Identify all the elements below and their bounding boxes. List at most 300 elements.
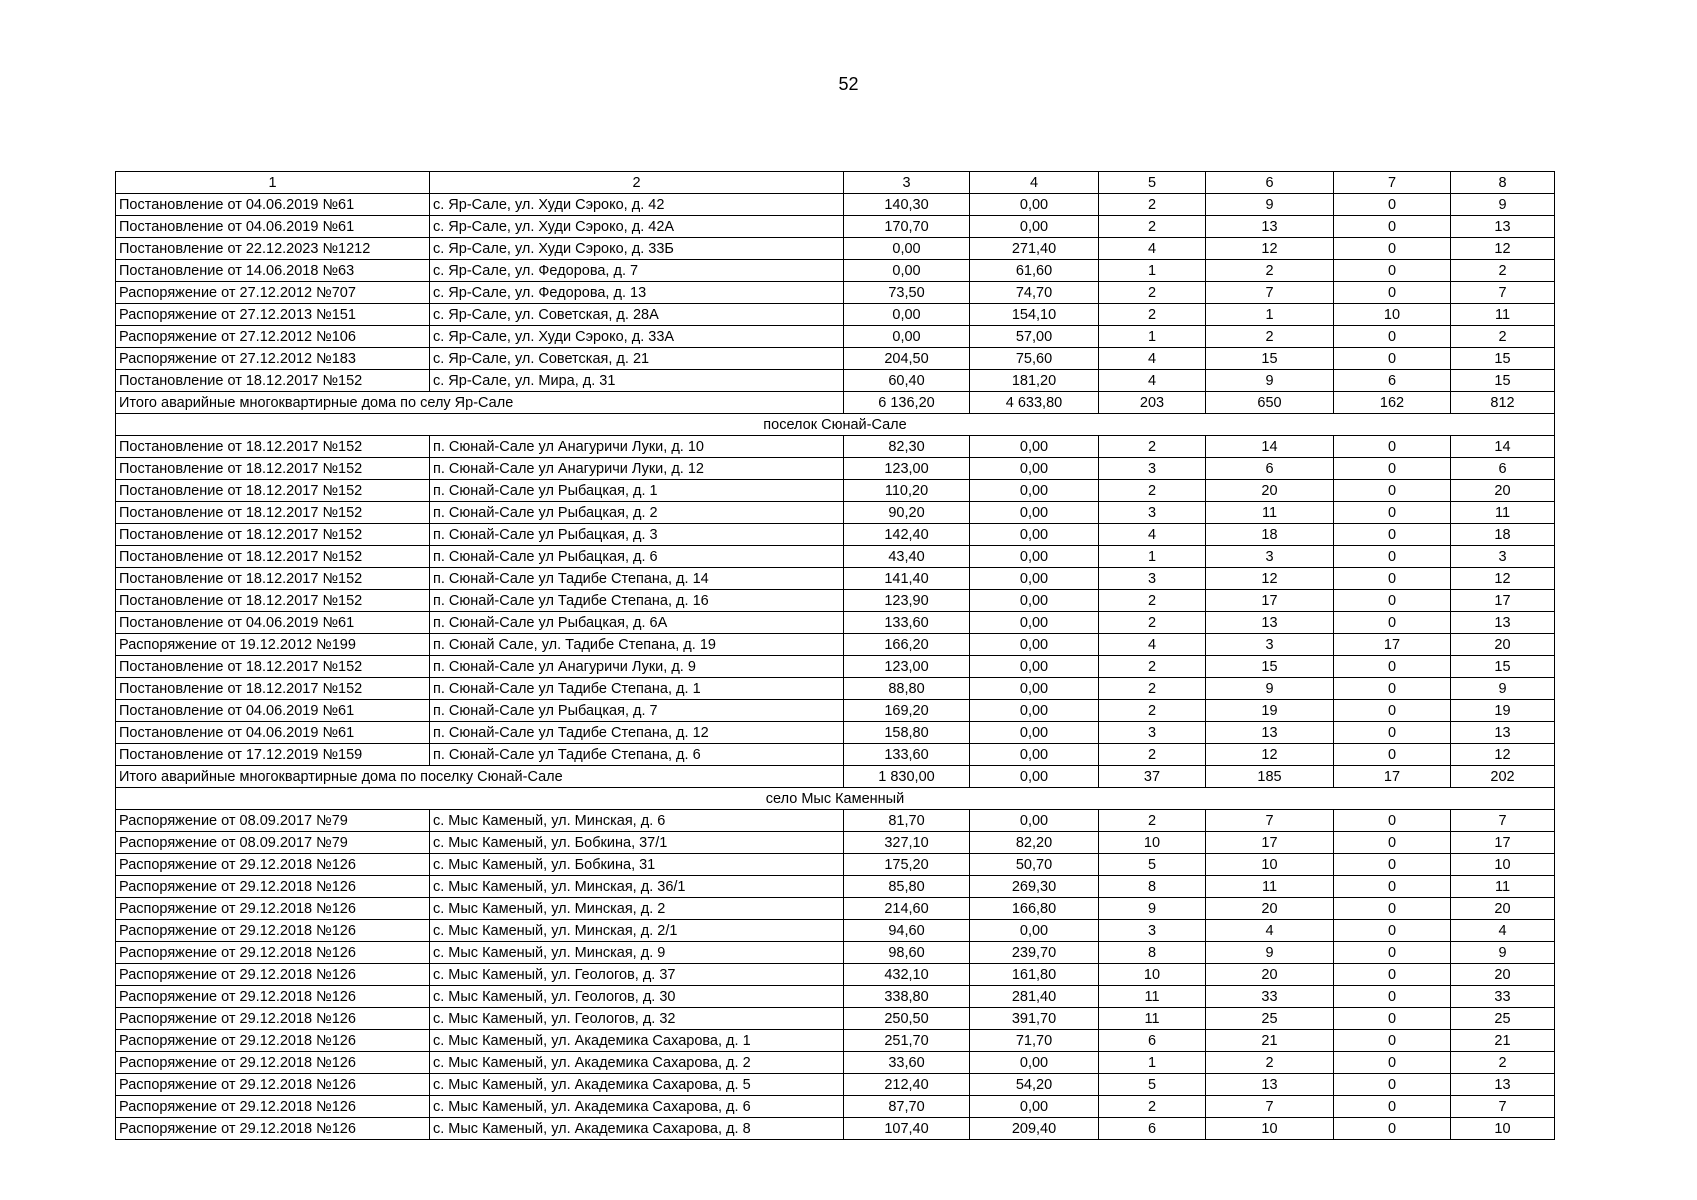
count-2-cell: 15 xyxy=(1206,348,1334,370)
area-2-cell: 0,00 xyxy=(970,590,1099,612)
table-row xyxy=(116,568,1555,590)
table-row xyxy=(116,700,1555,722)
address-cell: п. Сюнай-Сале ул Тадибе Степана, д. 6 xyxy=(430,744,844,766)
table-row xyxy=(116,964,1555,986)
table-row xyxy=(116,854,1555,876)
count-2-cell: 3 xyxy=(1206,546,1334,568)
count-4-cell: 15 xyxy=(1451,348,1555,370)
address-cell: с. Яр-Сале, ул. Худи Сэроко, д. 42А xyxy=(430,216,844,238)
count-4-cell: 10 xyxy=(1451,854,1555,876)
document-cell: Постановление от 18.12.2017 №152 xyxy=(116,678,430,700)
area-2-cell: 0,00 xyxy=(970,436,1099,458)
count-2-cell: 11 xyxy=(1206,502,1334,524)
total-row xyxy=(116,392,1555,414)
area-1-cell: 250,50 xyxy=(844,1008,970,1030)
count-1-cell: 2 xyxy=(1099,480,1206,502)
count-3-cell: 0 xyxy=(1334,260,1451,282)
count-1-cell: 11 xyxy=(1099,1008,1206,1030)
total-row xyxy=(116,766,1555,788)
count-2-cell: 13 xyxy=(1206,216,1334,238)
area-1-cell: 140,30 xyxy=(844,194,970,216)
count-2-cell: 13 xyxy=(1206,722,1334,744)
address-cell: с. Яр-Сале, ул. Советская, д. 21 xyxy=(430,348,844,370)
count-1-cell: 5 xyxy=(1099,854,1206,876)
column-number: 1 xyxy=(116,172,430,194)
address-cell: с. Мыс Каменый, ул. Минская, д. 6 xyxy=(430,810,844,832)
count-3-cell: 0 xyxy=(1334,1008,1451,1030)
count-2-cell: 10 xyxy=(1206,854,1334,876)
count-1-cell: 6 xyxy=(1099,1118,1206,1140)
count-4-cell: 2 xyxy=(1451,1052,1555,1074)
area-2-cell: 0,00 xyxy=(970,194,1099,216)
document-cell: Постановление от 18.12.2017 №152 xyxy=(116,370,430,392)
count-3-cell: 0 xyxy=(1334,480,1451,502)
count-3-cell: 0 xyxy=(1334,744,1451,766)
count-3-cell: 0 xyxy=(1334,568,1451,590)
count-2-cell: 7 xyxy=(1206,810,1334,832)
count-4-cell: 4 xyxy=(1451,920,1555,942)
count-3-cell: 0 xyxy=(1334,810,1451,832)
count-4-cell: 12 xyxy=(1451,238,1555,260)
total-value: 37 xyxy=(1099,766,1206,788)
count-4-cell: 18 xyxy=(1451,524,1555,546)
document-cell: Постановление от 04.06.2019 №61 xyxy=(116,722,430,744)
count-4-cell: 20 xyxy=(1451,634,1555,656)
total-value: 185 xyxy=(1206,766,1334,788)
count-2-cell: 2 xyxy=(1206,326,1334,348)
count-2-cell: 20 xyxy=(1206,898,1334,920)
table-row xyxy=(116,1008,1555,1030)
housing-table xyxy=(115,171,1555,1140)
document-cell: Распоряжение от 27.12.2012 №707 xyxy=(116,282,430,304)
count-3-cell: 0 xyxy=(1334,194,1451,216)
count-1-cell: 1 xyxy=(1099,260,1206,282)
count-3-cell: 0 xyxy=(1334,436,1451,458)
count-1-cell: 1 xyxy=(1099,326,1206,348)
count-1-cell: 2 xyxy=(1099,194,1206,216)
count-1-cell: 2 xyxy=(1099,656,1206,678)
area-1-cell: 327,10 xyxy=(844,832,970,854)
total-value: 650 xyxy=(1206,392,1334,414)
count-2-cell: 12 xyxy=(1206,238,1334,260)
document-cell: Распоряжение от 08.09.2017 №79 xyxy=(116,810,430,832)
area-2-cell: 0,00 xyxy=(970,678,1099,700)
count-1-cell: 2 xyxy=(1099,810,1206,832)
count-2-cell: 20 xyxy=(1206,964,1334,986)
count-3-cell: 0 xyxy=(1334,678,1451,700)
count-1-cell: 2 xyxy=(1099,1096,1206,1118)
table-row xyxy=(116,348,1555,370)
address-cell: с. Яр-Сале, ул. Худи Сэроко, д. 33Б xyxy=(430,238,844,260)
document-cell: Распоряжение от 29.12.2018 №126 xyxy=(116,898,430,920)
count-4-cell: 25 xyxy=(1451,1008,1555,1030)
table-row xyxy=(116,524,1555,546)
area-2-cell: 166,80 xyxy=(970,898,1099,920)
count-4-cell: 12 xyxy=(1451,744,1555,766)
area-1-cell: 123,00 xyxy=(844,458,970,480)
count-2-cell: 13 xyxy=(1206,612,1334,634)
count-4-cell: 9 xyxy=(1451,194,1555,216)
count-4-cell: 3 xyxy=(1451,546,1555,568)
area-1-cell: 88,80 xyxy=(844,678,970,700)
table-row xyxy=(116,304,1555,326)
table-row xyxy=(116,1052,1555,1074)
count-4-cell: 20 xyxy=(1451,480,1555,502)
area-2-cell: 0,00 xyxy=(970,612,1099,634)
document-cell: Распоряжение от 27.12.2012 №106 xyxy=(116,326,430,348)
area-1-cell: 175,20 xyxy=(844,854,970,876)
count-2-cell: 25 xyxy=(1206,1008,1334,1030)
count-3-cell: 0 xyxy=(1334,832,1451,854)
area-1-cell: 212,40 xyxy=(844,1074,970,1096)
table-row xyxy=(116,832,1555,854)
document-cell: Постановление от 04.06.2019 №61 xyxy=(116,700,430,722)
area-2-cell: 0,00 xyxy=(970,458,1099,480)
count-3-cell: 0 xyxy=(1334,942,1451,964)
document-cell: Распоряжение от 29.12.2018 №126 xyxy=(116,920,430,942)
count-3-cell: 0 xyxy=(1334,1030,1451,1052)
total-value: 202 xyxy=(1451,766,1555,788)
count-3-cell: 6 xyxy=(1334,370,1451,392)
table-row xyxy=(116,326,1555,348)
address-cell: с. Яр-Сале, ул. Советская, д. 28А xyxy=(430,304,844,326)
address-cell: с. Мыс Каменый, ул. Минская, д. 36/1 xyxy=(430,876,844,898)
column-number: 6 xyxy=(1206,172,1334,194)
count-1-cell: 11 xyxy=(1099,986,1206,1008)
total-value: 0,00 xyxy=(970,766,1099,788)
table-row xyxy=(116,1074,1555,1096)
count-3-cell: 0 xyxy=(1334,458,1451,480)
count-1-cell: 4 xyxy=(1099,524,1206,546)
total-value: 1 830,00 xyxy=(844,766,970,788)
table-row xyxy=(116,370,1555,392)
area-2-cell: 0,00 xyxy=(970,502,1099,524)
table-row xyxy=(116,590,1555,612)
address-cell: п. Сюнай-Сале ул Рыбацкая, д. 6А xyxy=(430,612,844,634)
table-row xyxy=(116,260,1555,282)
count-3-cell: 0 xyxy=(1334,1118,1451,1140)
count-3-cell: 0 xyxy=(1334,1096,1451,1118)
count-3-cell: 0 xyxy=(1334,612,1451,634)
table-row xyxy=(116,634,1555,656)
address-cell: п. Сюнай-Сале ул Рыбацкая, д. 6 xyxy=(430,546,844,568)
address-cell: с. Мыс Каменый, ул. Геологов, д. 30 xyxy=(430,986,844,1008)
count-2-cell: 4 xyxy=(1206,920,1334,942)
count-2-cell: 9 xyxy=(1206,370,1334,392)
area-1-cell: 169,20 xyxy=(844,700,970,722)
count-1-cell: 3 xyxy=(1099,568,1206,590)
count-1-cell: 3 xyxy=(1099,920,1206,942)
count-4-cell: 7 xyxy=(1451,282,1555,304)
area-2-cell: 154,10 xyxy=(970,304,1099,326)
address-cell: с. Мыс Каменый, ул. Геологов, д. 32 xyxy=(430,1008,844,1030)
count-2-cell: 17 xyxy=(1206,590,1334,612)
document-cell: Постановление от 04.06.2019 №61 xyxy=(116,216,430,238)
count-1-cell: 8 xyxy=(1099,876,1206,898)
address-cell: с. Мыс Каменый, ул. Бобкина, 31 xyxy=(430,854,844,876)
table-row xyxy=(116,876,1555,898)
area-1-cell: 432,10 xyxy=(844,964,970,986)
area-1-cell: 214,60 xyxy=(844,898,970,920)
count-4-cell: 13 xyxy=(1451,216,1555,238)
table-row xyxy=(116,1118,1555,1140)
table-body xyxy=(116,172,1555,1140)
total-value: 162 xyxy=(1334,392,1451,414)
area-2-cell: 269,30 xyxy=(970,876,1099,898)
count-3-cell: 0 xyxy=(1334,1074,1451,1096)
count-2-cell: 6 xyxy=(1206,458,1334,480)
area-2-cell: 271,40 xyxy=(970,238,1099,260)
area-1-cell: 0,00 xyxy=(844,260,970,282)
document-cell: Постановление от 18.12.2017 №152 xyxy=(116,656,430,678)
count-1-cell: 3 xyxy=(1099,722,1206,744)
count-2-cell: 33 xyxy=(1206,986,1334,1008)
area-1-cell: 158,80 xyxy=(844,722,970,744)
table-row xyxy=(116,612,1555,634)
address-cell: п. Сюнай-Сале ул Анагуричи Луки, д. 12 xyxy=(430,458,844,480)
area-2-cell: 0,00 xyxy=(970,656,1099,678)
table-row xyxy=(116,744,1555,766)
address-cell: п. Сюнай-Сале ул Анагуричи Луки, д. 10 xyxy=(430,436,844,458)
count-2-cell: 15 xyxy=(1206,656,1334,678)
area-2-cell: 0,00 xyxy=(970,744,1099,766)
table-row xyxy=(116,810,1555,832)
total-label: Итого аварийные многоквартирные дома по селу Яр-Сале xyxy=(116,392,844,414)
document-cell: Постановление от 17.12.2019 №159 xyxy=(116,744,430,766)
area-1-cell: 87,70 xyxy=(844,1096,970,1118)
area-1-cell: 43,40 xyxy=(844,546,970,568)
count-1-cell: 9 xyxy=(1099,898,1206,920)
address-cell: с. Мыс Каменый, ул. Академика Сахарова, д. 6 xyxy=(430,1096,844,1118)
total-value: 812 xyxy=(1451,392,1555,414)
count-4-cell: 7 xyxy=(1451,1096,1555,1118)
area-2-cell: 0,00 xyxy=(970,722,1099,744)
area-2-cell: 75,60 xyxy=(970,348,1099,370)
count-4-cell: 11 xyxy=(1451,876,1555,898)
table-row xyxy=(116,942,1555,964)
count-4-cell: 11 xyxy=(1451,502,1555,524)
count-1-cell: 8 xyxy=(1099,942,1206,964)
count-1-cell: 2 xyxy=(1099,700,1206,722)
area-2-cell: 0,00 xyxy=(970,810,1099,832)
column-number: 8 xyxy=(1451,172,1555,194)
address-cell: п. Сюнай-Сале ул Рыбацкая, д. 7 xyxy=(430,700,844,722)
area-2-cell: 239,70 xyxy=(970,942,1099,964)
count-4-cell: 9 xyxy=(1451,942,1555,964)
address-cell: с. Мыс Каменый, ул. Минская, д. 9 xyxy=(430,942,844,964)
total-value: 4 633,80 xyxy=(970,392,1099,414)
count-1-cell: 10 xyxy=(1099,964,1206,986)
address-cell: п. Сюнай-Сале ул Рыбацкая, д. 2 xyxy=(430,502,844,524)
count-3-cell: 0 xyxy=(1334,216,1451,238)
document-cell: Постановление от 22.12.2023 №1212 xyxy=(116,238,430,260)
count-3-cell: 0 xyxy=(1334,986,1451,1008)
count-1-cell: 2 xyxy=(1099,590,1206,612)
count-4-cell: 17 xyxy=(1451,832,1555,854)
address-cell: п. Сюнай-Сале ул Тадибе Степана, д. 12 xyxy=(430,722,844,744)
address-cell: с. Мыс Каменый, ул. Академика Сахарова, д. 5 xyxy=(430,1074,844,1096)
area-2-cell: 54,20 xyxy=(970,1074,1099,1096)
section-heading: село Мыс Каменный xyxy=(116,788,1555,810)
address-cell: с. Мыс Каменый, ул. Минская, д. 2 xyxy=(430,898,844,920)
section-heading-row xyxy=(116,788,1555,810)
address-cell: п. Сюнай-Сале ул Тадибе Степана, д. 14 xyxy=(430,568,844,590)
area-1-cell: 110,20 xyxy=(844,480,970,502)
count-3-cell: 0 xyxy=(1334,348,1451,370)
area-1-cell: 0,00 xyxy=(844,326,970,348)
area-2-cell: 0,00 xyxy=(970,480,1099,502)
count-1-cell: 10 xyxy=(1099,832,1206,854)
column-number: 5 xyxy=(1099,172,1206,194)
page-number: 52 xyxy=(838,74,859,94)
section-heading: поселок Сюнай-Сале xyxy=(116,414,1555,436)
count-3-cell: 0 xyxy=(1334,1052,1451,1074)
address-cell: с. Мыс Каменый, ул. Минская, д. 2/1 xyxy=(430,920,844,942)
count-3-cell: 0 xyxy=(1334,238,1451,260)
table-row xyxy=(116,216,1555,238)
area-1-cell: 60,40 xyxy=(844,370,970,392)
count-4-cell: 33 xyxy=(1451,986,1555,1008)
area-1-cell: 133,60 xyxy=(844,744,970,766)
count-1-cell: 6 xyxy=(1099,1030,1206,1052)
area-2-cell: 281,40 xyxy=(970,986,1099,1008)
address-cell: п. Сюнай-Сале ул Анагуричи Луки, д. 9 xyxy=(430,656,844,678)
area-1-cell: 123,00 xyxy=(844,656,970,678)
area-1-cell: 338,80 xyxy=(844,986,970,1008)
count-4-cell: 10 xyxy=(1451,1118,1555,1140)
count-1-cell: 4 xyxy=(1099,634,1206,656)
document-cell: Распоряжение от 29.12.2018 №126 xyxy=(116,1008,430,1030)
total-value: 6 136,20 xyxy=(844,392,970,414)
count-4-cell: 13 xyxy=(1451,612,1555,634)
address-cell: с. Мыс Каменый, ул. Академика Сахарова, д. 8 xyxy=(430,1118,844,1140)
count-4-cell: 13 xyxy=(1451,722,1555,744)
column-number-row xyxy=(116,172,1555,194)
document-cell: Распоряжение от 19.12.2012 №199 xyxy=(116,634,430,656)
area-2-cell: 57,00 xyxy=(970,326,1099,348)
count-4-cell: 15 xyxy=(1451,656,1555,678)
address-cell: п. Сюнай-Сале ул Тадибе Степана, д. 16 xyxy=(430,590,844,612)
address-cell: с. Мыс Каменый, ул. Геологов, д. 37 xyxy=(430,964,844,986)
count-1-cell: 5 xyxy=(1099,1074,1206,1096)
count-1-cell: 4 xyxy=(1099,348,1206,370)
count-3-cell: 0 xyxy=(1334,722,1451,744)
area-2-cell: 0,00 xyxy=(970,700,1099,722)
document-cell: Постановление от 18.12.2017 №152 xyxy=(116,568,430,590)
document-cell: Распоряжение от 29.12.2018 №126 xyxy=(116,1074,430,1096)
count-3-cell: 0 xyxy=(1334,898,1451,920)
address-cell: п. Сюнай Сале, ул. Тадибе Степана, д. 19 xyxy=(430,634,844,656)
document-cell: Распоряжение от 29.12.2018 №126 xyxy=(116,1030,430,1052)
count-4-cell: 14 xyxy=(1451,436,1555,458)
count-2-cell: 14 xyxy=(1206,436,1334,458)
address-cell: с. Яр-Сале, ул. Худи Сэроко, д. 42 xyxy=(430,194,844,216)
document-cell: Постановление от 18.12.2017 №152 xyxy=(116,502,430,524)
area-1-cell: 251,70 xyxy=(844,1030,970,1052)
count-2-cell: 7 xyxy=(1206,1096,1334,1118)
area-1-cell: 81,70 xyxy=(844,810,970,832)
count-4-cell: 15 xyxy=(1451,370,1555,392)
count-2-cell: 17 xyxy=(1206,832,1334,854)
count-3-cell: 0 xyxy=(1334,876,1451,898)
area-1-cell: 133,60 xyxy=(844,612,970,634)
area-1-cell: 142,40 xyxy=(844,524,970,546)
count-2-cell: 20 xyxy=(1206,480,1334,502)
document-cell: Постановление от 18.12.2017 №152 xyxy=(116,436,430,458)
area-1-cell: 141,40 xyxy=(844,568,970,590)
document-cell: Распоряжение от 29.12.2018 №126 xyxy=(116,854,430,876)
area-1-cell: 166,20 xyxy=(844,634,970,656)
area-1-cell: 82,30 xyxy=(844,436,970,458)
total-value: 17 xyxy=(1334,766,1451,788)
table-row xyxy=(116,238,1555,260)
area-2-cell: 181,20 xyxy=(970,370,1099,392)
area-2-cell: 0,00 xyxy=(970,546,1099,568)
area-1-cell: 33,60 xyxy=(844,1052,970,1074)
count-1-cell: 2 xyxy=(1099,744,1206,766)
column-number: 4 xyxy=(970,172,1099,194)
address-cell: с. Яр-Сале, ул. Мира, д. 31 xyxy=(430,370,844,392)
table-row xyxy=(116,986,1555,1008)
document-cell: Распоряжение от 29.12.2018 №126 xyxy=(116,1096,430,1118)
document-cell: Постановление от 18.12.2017 №152 xyxy=(116,480,430,502)
address-cell: с. Мыс Каменый, ул. Бобкина, 37/1 xyxy=(430,832,844,854)
count-2-cell: 1 xyxy=(1206,304,1334,326)
area-1-cell: 90,20 xyxy=(844,502,970,524)
table-row xyxy=(116,480,1555,502)
count-1-cell: 4 xyxy=(1099,370,1206,392)
area-2-cell: 0,00 xyxy=(970,216,1099,238)
area-2-cell: 0,00 xyxy=(970,1096,1099,1118)
count-3-cell: 0 xyxy=(1334,590,1451,612)
address-cell: с. Мыс Каменый, ул. Академика Сахарова, д. 1 xyxy=(430,1030,844,1052)
table-row xyxy=(116,458,1555,480)
table-row xyxy=(116,1030,1555,1052)
count-3-cell: 0 xyxy=(1334,546,1451,568)
count-3-cell: 0 xyxy=(1334,656,1451,678)
count-3-cell: 0 xyxy=(1334,524,1451,546)
table-row xyxy=(116,282,1555,304)
count-2-cell: 12 xyxy=(1206,568,1334,590)
count-4-cell: 17 xyxy=(1451,590,1555,612)
area-2-cell: 0,00 xyxy=(970,920,1099,942)
count-2-cell: 9 xyxy=(1206,678,1334,700)
area-2-cell: 161,80 xyxy=(970,964,1099,986)
column-number: 3 xyxy=(844,172,970,194)
area-2-cell: 50,70 xyxy=(970,854,1099,876)
area-1-cell: 123,90 xyxy=(844,590,970,612)
address-cell: п. Сюнай-Сале ул Тадибе Степана, д. 1 xyxy=(430,678,844,700)
count-2-cell: 21 xyxy=(1206,1030,1334,1052)
count-4-cell: 2 xyxy=(1451,326,1555,348)
document-cell: Постановление от 18.12.2017 №152 xyxy=(116,590,430,612)
count-2-cell: 2 xyxy=(1206,260,1334,282)
count-2-cell: 18 xyxy=(1206,524,1334,546)
area-1-cell: 98,60 xyxy=(844,942,970,964)
count-1-cell: 2 xyxy=(1099,436,1206,458)
table-row xyxy=(116,920,1555,942)
count-2-cell: 19 xyxy=(1206,700,1334,722)
count-2-cell: 2 xyxy=(1206,1052,1334,1074)
address-cell: с. Мыс Каменый, ул. Академика Сахарова, д. 2 xyxy=(430,1052,844,1074)
area-2-cell: 71,70 xyxy=(970,1030,1099,1052)
document-cell: Распоряжение от 29.12.2018 №126 xyxy=(116,964,430,986)
table-row xyxy=(116,1096,1555,1118)
document-cell: Постановление от 18.12.2017 №152 xyxy=(116,524,430,546)
area-1-cell: 85,80 xyxy=(844,876,970,898)
document-cell: Распоряжение от 29.12.2018 №126 xyxy=(116,1118,430,1140)
count-1-cell: 1 xyxy=(1099,1052,1206,1074)
